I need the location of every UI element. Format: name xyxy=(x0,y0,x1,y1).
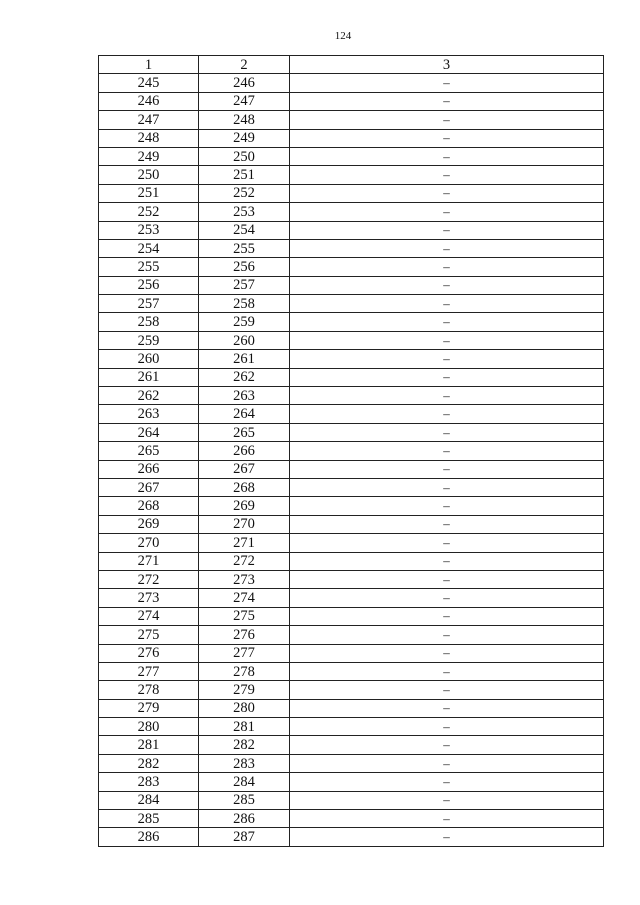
table-cell-col3: – xyxy=(290,497,604,515)
table-cell-col3: – xyxy=(290,718,604,736)
table-cell-col2: 277 xyxy=(199,644,290,662)
table-cell-col2: 262 xyxy=(199,368,290,386)
table-row xyxy=(99,773,604,791)
table-cell-col2: 257 xyxy=(199,276,290,294)
table-cell-col2: 255 xyxy=(199,239,290,257)
table-cell-col3: – xyxy=(290,773,604,791)
table-row xyxy=(99,736,604,754)
table-cell-col2: 279 xyxy=(199,681,290,699)
table-cell-col1: 262 xyxy=(99,387,199,405)
table-cell-col3: – xyxy=(290,147,604,165)
table-row xyxy=(99,295,604,313)
table-cell-col3: – xyxy=(290,405,604,423)
table-cell-col3: – xyxy=(290,662,604,680)
column-header-1: 1 xyxy=(99,56,199,74)
table-cell-col3: – xyxy=(290,184,604,202)
table-row xyxy=(99,626,604,644)
table-cell-col3: – xyxy=(290,644,604,662)
table-cell-col2: 272 xyxy=(199,552,290,570)
table-row xyxy=(99,442,604,460)
table-cell-col1: 257 xyxy=(99,295,199,313)
table-cell-col1: 268 xyxy=(99,497,199,515)
table-cell-col1: 260 xyxy=(99,350,199,368)
table-row xyxy=(99,644,604,662)
table-cell-col2: 286 xyxy=(199,810,290,828)
table-cell-col1: 245 xyxy=(99,74,199,92)
page-number: 124 xyxy=(334,30,352,42)
table-cell-col1: 265 xyxy=(99,442,199,460)
table-row xyxy=(99,111,604,129)
table-cell-col2: 276 xyxy=(199,626,290,644)
table-cell-col1: 272 xyxy=(99,570,199,588)
table-cell-col1: 270 xyxy=(99,534,199,552)
table-row xyxy=(99,166,604,184)
table-cell-col1: 261 xyxy=(99,368,199,386)
table-cell-col1: 281 xyxy=(99,736,199,754)
table-cell-col2: 283 xyxy=(199,754,290,772)
table-cell-col1: 266 xyxy=(99,460,199,478)
table-cell-col2: 284 xyxy=(199,773,290,791)
table-cell-col3: – xyxy=(290,166,604,184)
table-cell-col1: 246 xyxy=(99,92,199,110)
table-cell-col2: 266 xyxy=(199,442,290,460)
table-cell-col3: – xyxy=(290,387,604,405)
table-cell-col3: – xyxy=(290,442,604,460)
table-row xyxy=(99,589,604,607)
table-cell-col3: – xyxy=(290,754,604,772)
table-cell-col3: – xyxy=(290,276,604,294)
table-cell-col3: – xyxy=(290,534,604,552)
table-cell-col1: 277 xyxy=(99,662,199,680)
table-cell-col2: 281 xyxy=(199,718,290,736)
table-row xyxy=(99,405,604,423)
table-cell-col2: 271 xyxy=(199,534,290,552)
table-row xyxy=(99,423,604,441)
table-cell-col1: 284 xyxy=(99,791,199,809)
table-cell-col1: 250 xyxy=(99,166,199,184)
table-cell-col2: 267 xyxy=(199,460,290,478)
table-cell-col2: 274 xyxy=(199,589,290,607)
table-cell-col2: 248 xyxy=(199,111,290,129)
table-row xyxy=(99,368,604,386)
table-row xyxy=(99,203,604,221)
table-cell-col3: – xyxy=(290,607,604,625)
table-cell-col3: – xyxy=(290,828,604,846)
table-row xyxy=(99,754,604,772)
table-cell-col1: 253 xyxy=(99,221,199,239)
table-cell-col1: 278 xyxy=(99,681,199,699)
table-row xyxy=(99,313,604,331)
table-cell-col2: 250 xyxy=(199,147,290,165)
table-cell-col1: 269 xyxy=(99,515,199,533)
table-row xyxy=(99,239,604,257)
table-cell-col1: 248 xyxy=(99,129,199,147)
table-cell-col3: – xyxy=(290,221,604,239)
table-cell-col3: – xyxy=(290,626,604,644)
table-cell-col2: 251 xyxy=(199,166,290,184)
table-cell-col1: 286 xyxy=(99,828,199,846)
data-table xyxy=(98,55,604,847)
table-cell-col2: 280 xyxy=(199,699,290,717)
table-cell-col3: – xyxy=(290,92,604,110)
table-row xyxy=(99,129,604,147)
table-cell-col3: – xyxy=(290,699,604,717)
table-row xyxy=(99,350,604,368)
table-cell-col2: 260 xyxy=(199,331,290,349)
table-cell-col1: 276 xyxy=(99,644,199,662)
table-row xyxy=(99,662,604,680)
table-cell-col3: – xyxy=(290,313,604,331)
table-cell-col2: 259 xyxy=(199,313,290,331)
table-row xyxy=(99,184,604,202)
table-row xyxy=(99,828,604,846)
column-header-2: 2 xyxy=(199,56,290,74)
table-cell-col2: 258 xyxy=(199,295,290,313)
table-row xyxy=(99,221,604,239)
table-cell-col3: – xyxy=(290,331,604,349)
table-cell-col3: – xyxy=(290,74,604,92)
table-cell-col2: 246 xyxy=(199,74,290,92)
table-cell-col1: 256 xyxy=(99,276,199,294)
table-cell-col1: 252 xyxy=(99,203,199,221)
table-cell-col2: 273 xyxy=(199,570,290,588)
table-row xyxy=(99,718,604,736)
table-cell-col2: 249 xyxy=(199,129,290,147)
table-cell-col2: 268 xyxy=(199,478,290,496)
table-cell-col2: 256 xyxy=(199,258,290,276)
table-cell-col2: 270 xyxy=(199,515,290,533)
table-cell-col3: – xyxy=(290,350,604,368)
table-cell-col2: 287 xyxy=(199,828,290,846)
table-cell-col1: 254 xyxy=(99,239,199,257)
table-cell-col2: 261 xyxy=(199,350,290,368)
table-cell-col3: – xyxy=(290,460,604,478)
table-body xyxy=(99,74,604,846)
table-cell-col2: 269 xyxy=(199,497,290,515)
table-row xyxy=(99,570,604,588)
table-cell-col3: – xyxy=(290,515,604,533)
table-row xyxy=(99,607,604,625)
table-cell-col1: 280 xyxy=(99,718,199,736)
table-cell-col1: 279 xyxy=(99,699,199,717)
table-cell-col1: 264 xyxy=(99,423,199,441)
table-cell-col3: – xyxy=(290,129,604,147)
table-cell-col3: – xyxy=(290,203,604,221)
table-cell-col3: – xyxy=(290,810,604,828)
table-row xyxy=(99,147,604,165)
table-row xyxy=(99,460,604,478)
table-cell-col3: – xyxy=(290,368,604,386)
table-row xyxy=(99,810,604,828)
table-cell-col3: – xyxy=(290,570,604,588)
table-cell-col2: 264 xyxy=(199,405,290,423)
table-cell-col3: – xyxy=(290,258,604,276)
table-row xyxy=(99,515,604,533)
table-cell-col2: 252 xyxy=(199,184,290,202)
table-cell-col3: – xyxy=(290,589,604,607)
table-cell-col2: 285 xyxy=(199,791,290,809)
table-row xyxy=(99,478,604,496)
table-cell-col1: 273 xyxy=(99,589,199,607)
table-row xyxy=(99,387,604,405)
table-cell-col1: 282 xyxy=(99,754,199,772)
table-row xyxy=(99,92,604,110)
table-cell-col3: – xyxy=(290,111,604,129)
table-row xyxy=(99,331,604,349)
table-cell-col3: – xyxy=(290,791,604,809)
table-cell-col2: 278 xyxy=(199,662,290,680)
table-cell-col3: – xyxy=(290,478,604,496)
table-cell-col2: 282 xyxy=(199,736,290,754)
table-cell-col2: 275 xyxy=(199,607,290,625)
table-row xyxy=(99,276,604,294)
table-row xyxy=(99,534,604,552)
table-cell-col2: 265 xyxy=(199,423,290,441)
table-cell-col2: 263 xyxy=(199,387,290,405)
table-row xyxy=(99,681,604,699)
table-cell-col1: 255 xyxy=(99,258,199,276)
table-cell-col1: 247 xyxy=(99,111,199,129)
table-cell-col1: 285 xyxy=(99,810,199,828)
table-cell-col3: – xyxy=(290,295,604,313)
table-cell-col3: – xyxy=(290,681,604,699)
column-header-3: 3 xyxy=(290,56,604,74)
table-header xyxy=(99,56,604,74)
table-row xyxy=(99,74,604,92)
table-cell-col3: – xyxy=(290,552,604,570)
table-cell-col1: 263 xyxy=(99,405,199,423)
table-row xyxy=(99,791,604,809)
table-cell-col1: 274 xyxy=(99,607,199,625)
table-cell-col3: – xyxy=(290,423,604,441)
table-cell-col2: 247 xyxy=(199,92,290,110)
table-cell-col1: 259 xyxy=(99,331,199,349)
table-cell-col3: – xyxy=(290,736,604,754)
table-cell-col2: 254 xyxy=(199,221,290,239)
table-row xyxy=(99,258,604,276)
table-cell-col1: 251 xyxy=(99,184,199,202)
table-row xyxy=(99,497,604,515)
table-cell-col1: 283 xyxy=(99,773,199,791)
table-cell-col2: 253 xyxy=(199,203,290,221)
table-cell-col1: 249 xyxy=(99,147,199,165)
table-cell-col1: 271 xyxy=(99,552,199,570)
table-cell-col1: 267 xyxy=(99,478,199,496)
table-cell-col3: – xyxy=(290,239,604,257)
table-header-row xyxy=(99,56,604,74)
table-row xyxy=(99,552,604,570)
table-row xyxy=(99,699,604,717)
table-cell-col1: 275 xyxy=(99,626,199,644)
table-cell-col1: 258 xyxy=(99,313,199,331)
